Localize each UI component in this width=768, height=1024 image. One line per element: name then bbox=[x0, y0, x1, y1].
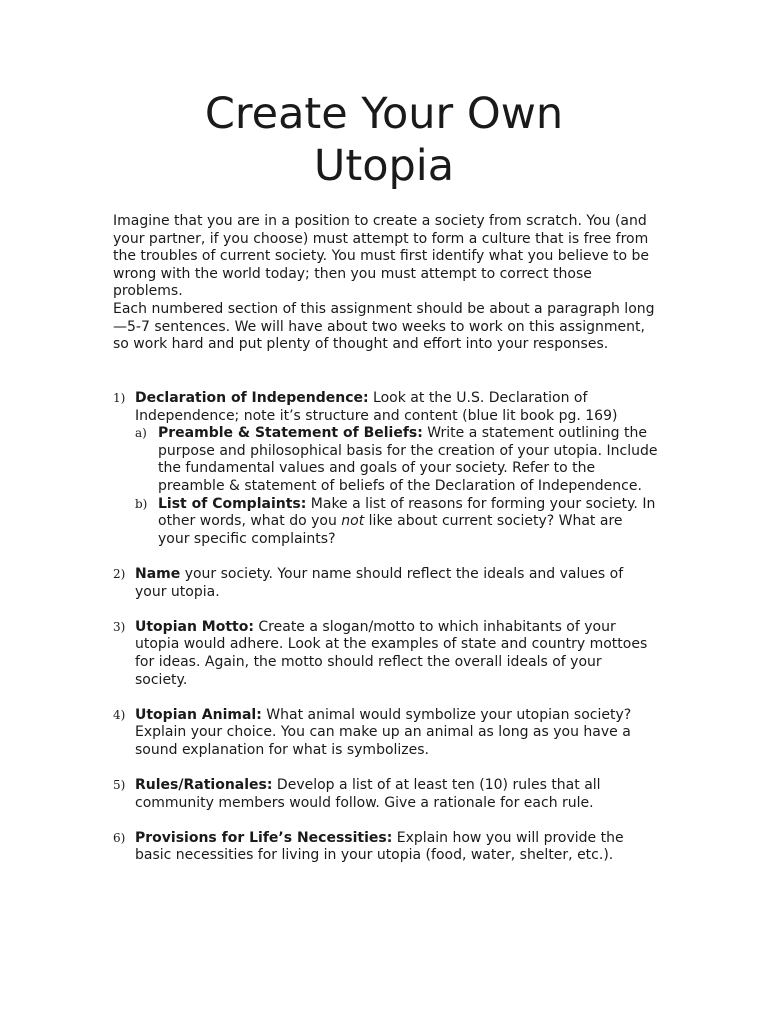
section-heading: Name bbox=[135, 565, 181, 582]
section-number: 1) bbox=[113, 391, 126, 405]
subsection-a bbox=[135, 425, 658, 495]
subsection-letter: a) bbox=[135, 426, 147, 441]
section-heading: Provisions for Life’s Necessities: bbox=[135, 829, 393, 846]
section-heading: Utopian Animal: bbox=[135, 706, 262, 723]
section-text: Explain how you will provide the basic necessities for living in your utopia (food, water, shelter, etc.). bbox=[135, 829, 624, 864]
subsection-heading: Preamble & Statement of Beliefs: bbox=[158, 425, 423, 442]
section-number: 6) bbox=[113, 830, 126, 845]
subsection-text-end: like about current society? What are your specific complaints? bbox=[158, 513, 623, 547]
page-title bbox=[0, 88, 768, 192]
section-2 bbox=[113, 566, 658, 601]
intro-paragraph-1: Imagine that you are in a position to create a society from scratch. You (and your partner, if you choose) must attempt to form a culture that is free from the troubles of current society. You must first identify what you believe to be wrong with the world today; then you must attempt to correct those problems. bbox=[113, 213, 650, 300]
intro bbox=[113, 213, 658, 354]
section-text: Develop a list of at least ten (10) rules that all community members would follow. Give a rationale for each rule. bbox=[135, 777, 601, 811]
section-heading: Declaration of Independence: bbox=[135, 390, 369, 406]
subsection-text: Write a statement outlining the purpose and philosophical basis for the creation of your utopia. Include the fundamental values and goals of your society. Refer to the preamble & statement of beliefs of the Declaration of Independence. bbox=[158, 425, 658, 494]
subsection-heading: List of Complaints: bbox=[158, 495, 307, 512]
section-heading: Utopian Motto: bbox=[135, 618, 254, 635]
emphasis-not: not bbox=[341, 513, 365, 530]
title-line-2: Utopia bbox=[313, 141, 455, 191]
subsection-text: Make a list of reasons for forming your society. In other words, what do you bbox=[158, 495, 656, 530]
section-text: Look at the U.S. Declaration of Independence; note it’s structure and content (blue lit book pg. 169) bbox=[135, 390, 618, 424]
intro-paragraph-2: Each numbered section of this assignment should be about a paragraph long—5-7 sentences. We will have about two weeks to work on this assignment, so work hard and put plenty of thought and effort into your responses. bbox=[113, 300, 655, 353]
section-3 bbox=[113, 619, 658, 689]
section-text: your society. Your name should reflect the ideals and values of your utopia. bbox=[135, 565, 624, 600]
subsection-letter: b) bbox=[135, 496, 148, 511]
subsection-list bbox=[135, 425, 658, 548]
section-4 bbox=[113, 707, 658, 760]
section-6 bbox=[113, 830, 658, 865]
assignment-sections bbox=[113, 390, 658, 883]
section-text: Create a slogan/motto to which inhabitants of your utopia would adhere. Look at the examples of state and country mottoes for ideas. Again, the motto should reflect the overall ideals of your society. bbox=[135, 618, 648, 688]
subsection-b bbox=[135, 495, 658, 549]
section-1 bbox=[113, 390, 658, 548]
section-number: 3) bbox=[113, 619, 126, 634]
section-number: 5) bbox=[113, 778, 126, 793]
section-heading: Rules/Rationales: bbox=[135, 777, 273, 794]
section-number: 4) bbox=[113, 707, 126, 722]
section-5 bbox=[113, 777, 658, 812]
title-line-1: Create Your Own bbox=[204, 89, 564, 139]
section-text: What animal would symbolize your utopian society? Explain your choice. You can make up an animal as long as you have a sound explanation for what is symbolizes. bbox=[135, 706, 632, 758]
section-number: 2) bbox=[113, 566, 126, 581]
